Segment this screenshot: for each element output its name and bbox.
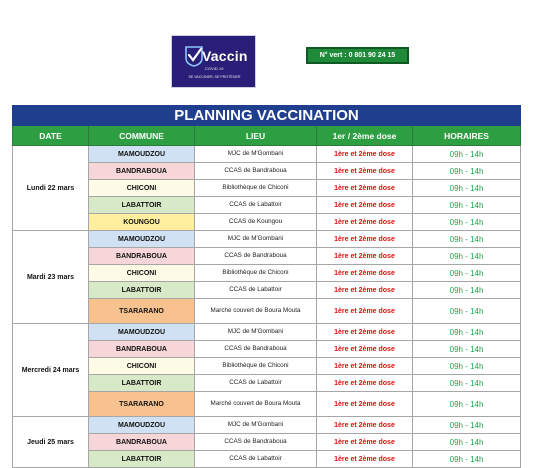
lieu-cell: CCAS de Labattoir <box>195 451 317 468</box>
check-icon <box>184 45 204 67</box>
date-cell: Mercredi 24 mars <box>13 324 89 417</box>
lieu-cell: MJC de M'Gombani <box>195 417 317 434</box>
dose-cell: 1ère et 2ème dose <box>317 341 413 358</box>
hours-cell: 09h - 14h <box>413 282 521 299</box>
dose-cell: 1ère et 2ème dose <box>317 214 413 231</box>
hotline-badge: N° vert : 0 801 90 24 15 <box>306 47 409 64</box>
table-row <box>13 341 521 358</box>
table-row <box>13 451 521 468</box>
dose-cell: 1ère et 2ème dose <box>317 434 413 451</box>
commune-cell: LABATTOIR <box>89 197 195 214</box>
hours-cell: 09h - 14h <box>413 248 521 265</box>
hours-cell: 09h - 14h <box>413 197 521 214</box>
hours-cell: 09h - 14h <box>413 341 521 358</box>
lieu-cell: MJC de M'Gombani <box>195 231 317 248</box>
lieu-cell: Bibliothèque de Chiconi <box>195 265 317 282</box>
hours-cell: 09h - 14h <box>413 146 521 163</box>
logo-subtitle: COVID-19 <box>205 66 224 71</box>
table-row <box>13 417 521 434</box>
hours-cell: 09h - 14h <box>413 358 521 375</box>
hours-cell: 09h - 14h <box>413 434 521 451</box>
dose-cell: 1ère et 2ème dose <box>317 417 413 434</box>
table-row <box>13 248 521 265</box>
lieu-cell: CCAS de Bandraboua <box>195 248 317 265</box>
dose-cell: 1ère et 2ème dose <box>317 180 413 197</box>
dose-cell: 1ère et 2ème dose <box>317 358 413 375</box>
hours-cell: 09h - 14h <box>413 214 521 231</box>
commune-cell: LABATTOIR <box>89 451 195 468</box>
dose-cell: 1ère et 2ème dose <box>317 324 413 341</box>
table-row <box>13 358 521 375</box>
commune-cell: TSARARANO <box>89 392 195 417</box>
table-row <box>13 299 521 324</box>
commune-cell: TSARARANO <box>89 299 195 324</box>
dose-header: 1er / 2ème dose <box>317 126 413 146</box>
dose-cell: 1ère et 2ème dose <box>317 248 413 265</box>
commune-cell: MAMOUDZOU <box>89 231 195 248</box>
lieu-cell: Marché couvert de Boura Mouta <box>195 392 317 417</box>
commune-cell: CHICONI <box>89 358 195 375</box>
logo-tagline: SE VACCINER, SE PROTÉGER <box>188 75 241 79</box>
table-row <box>13 146 521 163</box>
date-header: DATE <box>13 126 89 146</box>
hours-cell: 09h - 14h <box>413 324 521 341</box>
hours-cell: 09h - 14h <box>413 265 521 282</box>
table-row <box>13 163 521 180</box>
hours-cell: 09h - 14h <box>413 163 521 180</box>
table-row <box>13 214 521 231</box>
commune-cell: CHICONI <box>89 180 195 197</box>
hours-cell: 09h - 14h <box>413 417 521 434</box>
vaccin-logo <box>171 35 256 88</box>
commune-cell: KOUNGOU <box>89 214 195 231</box>
table-row <box>13 375 521 392</box>
commune-cell: LABATTOIR <box>89 282 195 299</box>
hours-cell: 09h - 14h <box>413 180 521 197</box>
hours-cell: 09h - 14h <box>413 375 521 392</box>
lieu-cell: CCAS de Bandraboua <box>195 434 317 451</box>
dose-cell: 1ère et 2ème dose <box>317 392 413 417</box>
lieu-cell: MJC de M'Gombani <box>195 324 317 341</box>
date-cell: Mardi 23 mars <box>13 231 89 324</box>
lieu-cell: Marché couvert de Boura Mouta <box>195 299 317 324</box>
hours-cell: 09h - 14h <box>413 451 521 468</box>
dose-cell: 1ère et 2ème dose <box>317 299 413 324</box>
lieu-header: LIEU <box>195 126 317 146</box>
commune-header: COMMUNE <box>89 126 195 146</box>
table-row <box>13 231 521 248</box>
table-row <box>13 392 521 417</box>
date-cell: Jeudi 25 mars <box>13 417 89 468</box>
dose-cell: 1ère et 2ème dose <box>317 163 413 180</box>
commune-cell: MAMOUDZOU <box>89 417 195 434</box>
commune-cell: BANDRABOUA <box>89 248 195 265</box>
commune-cell: MAMOUDZOU <box>89 146 195 163</box>
lieu-cell: CCAS de Labattoir <box>195 197 317 214</box>
table-row <box>13 197 521 214</box>
dose-cell: 1ère et 2ème dose <box>317 197 413 214</box>
commune-cell: BANDRABOUA <box>89 163 195 180</box>
dose-cell: 1ère et 2ème dose <box>317 282 413 299</box>
commune-cell: BANDRABOUA <box>89 434 195 451</box>
hours-cell: 09h - 14h <box>413 231 521 248</box>
lieu-cell: CCAS de Koungou <box>195 214 317 231</box>
table-title: PLANNING VACCINATION <box>13 106 521 126</box>
logo-brand: Vaccin <box>202 48 248 64</box>
vaccination-schedule-table <box>12 105 521 468</box>
dose-cell: 1ère et 2ème dose <box>317 451 413 468</box>
lieu-cell: Bibliothèque de Chiconi <box>195 180 317 197</box>
commune-cell: BANDRABOUA <box>89 341 195 358</box>
table-row <box>13 282 521 299</box>
dose-cell: 1ère et 2ème dose <box>317 375 413 392</box>
lieu-cell: CCAS de Bandraboua <box>195 163 317 180</box>
lieu-cell: CCAS de Labattoir <box>195 282 317 299</box>
lieu-cell: CCAS de Bandraboua <box>195 341 317 358</box>
lieu-cell: MJC de M'Gombani <box>195 146 317 163</box>
dose-cell: 1ère et 2ème dose <box>317 265 413 282</box>
commune-cell: CHICONI <box>89 265 195 282</box>
commune-cell: MAMOUDZOU <box>89 324 195 341</box>
commune-cell: LABATTOIR <box>89 375 195 392</box>
table-row <box>13 265 521 282</box>
hours-cell: 09h - 14h <box>413 299 521 324</box>
table-row <box>13 434 521 451</box>
date-cell: Lundi 22 mars <box>13 146 89 231</box>
table-row <box>13 324 521 341</box>
dose-cell: 1ère et 2ème dose <box>317 146 413 163</box>
lieu-cell: CCAS de Labattoir <box>195 375 317 392</box>
lieu-cell: Bibliothèque de Chiconi <box>195 358 317 375</box>
horaires-header: HORAIRES <box>413 126 521 146</box>
hours-cell: 09h - 14h <box>413 392 521 417</box>
table-row <box>13 180 521 197</box>
dose-cell: 1ère et 2ème dose <box>317 231 413 248</box>
